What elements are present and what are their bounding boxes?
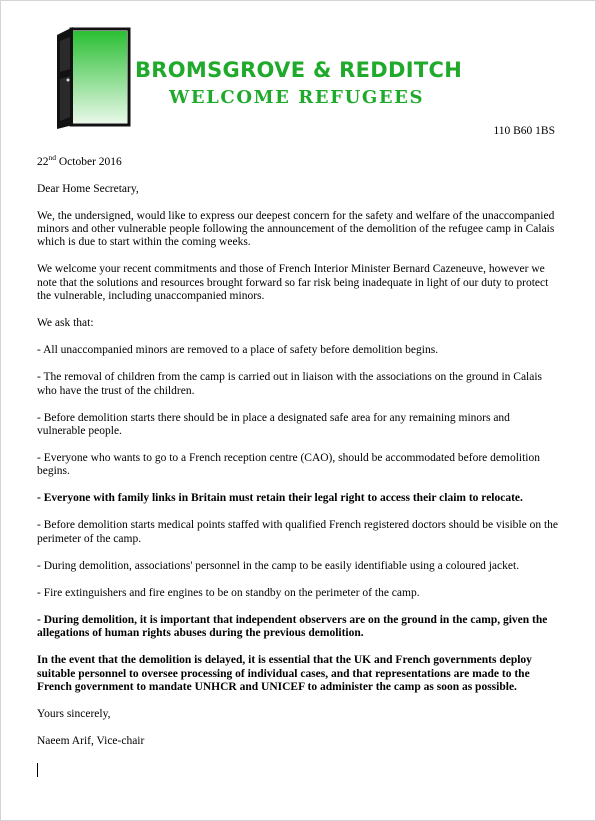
postcode: 110 B60 1BS <box>493 125 555 137</box>
signature: Naeem Arif, Vice-chair <box>37 735 145 748</box>
letter-paragraph: - Before demolition starts there should be in place a designated safe area for any remaining minors and vulnerable people. <box>37 411 510 438</box>
letter-paragraph: - The removal of children from the camp is carried out in liaison with the associations on the ground in Calais who have the trust of the children. <box>37 371 543 397</box>
letter-date <box>37 151 561 169</box>
letter-paragraph: We welcome your recent commitments and those of French Interior Minister Bernard Cazeneuve, however we note that the solutions and resources brought forward so far risk being inadequate in light of our duty to protect the vulnerable, including unaccompanied minors. <box>37 263 549 303</box>
date-day: 22 <box>37 155 49 168</box>
text-cursor <box>37 763 38 777</box>
letter-paragraph: We ask that: <box>37 317 94 330</box>
date-suffix: nd <box>48 153 56 162</box>
salutation: Dear Home Secretary, <box>37 183 139 196</box>
letter-paragraph: - Before demolition starts medical points staffed with qualified French registered doctors should be visible on the perimeter of the camp. <box>37 519 558 545</box>
organization-name: BROMSGROVE & REDDITCH <box>135 58 463 82</box>
letter-paragraph: - Everyone who wants to go to a French reception centre (CAO), should be accommodated before demolition begins. <box>37 452 540 478</box>
letter-body <box>37 151 561 749</box>
letter-paragraph: - Fire extinguishers and fire engines to be on standby on the perimeter of the camp. <box>37 586 420 599</box>
letter-paragraph: We, the undersigned, would like to express our deepest concern for the safety and welfare of the unaccompanied minors and other vulnerable people following the announcement of the demolition of the refugee camp in Calais which is due to start within the coming weeks. <box>37 209 555 249</box>
letter-paragraph: - Everyone with family links in Britain must retain their legal right to access their claim to relocate. <box>37 492 523 505</box>
letter-paragraph: - During demolition, it is important that independent observers are on the ground in the camp, given the allegations of human rights abuses during the previous demolition. <box>37 613 548 640</box>
letter-paragraph: In the event that the demolition is delayed, it is essential that the UK and French governments deploy suitable personnel to oversee processing of individual cases, and that representations are made to the French government to mandate UNHCR and UNICEF to administer the camp as soon as possible. <box>37 654 532 694</box>
organization-tagline: WELCOME REFUGEES <box>169 87 425 108</box>
open-door-icon <box>53 25 133 131</box>
letter-paragraph: - During demolition, associations' personnel in the camp to be easily identifiable using a coloured jacket. <box>37 559 520 572</box>
closing: Yours sincerely, <box>37 708 111 721</box>
date-rest: October 2016 <box>56 155 122 168</box>
letterhead-logo <box>53 25 493 131</box>
letter-paragraph: - All unaccompanied minors are removed to a place of safety before demolition begins. <box>37 344 439 357</box>
paragraph-list <box>37 210 561 695</box>
